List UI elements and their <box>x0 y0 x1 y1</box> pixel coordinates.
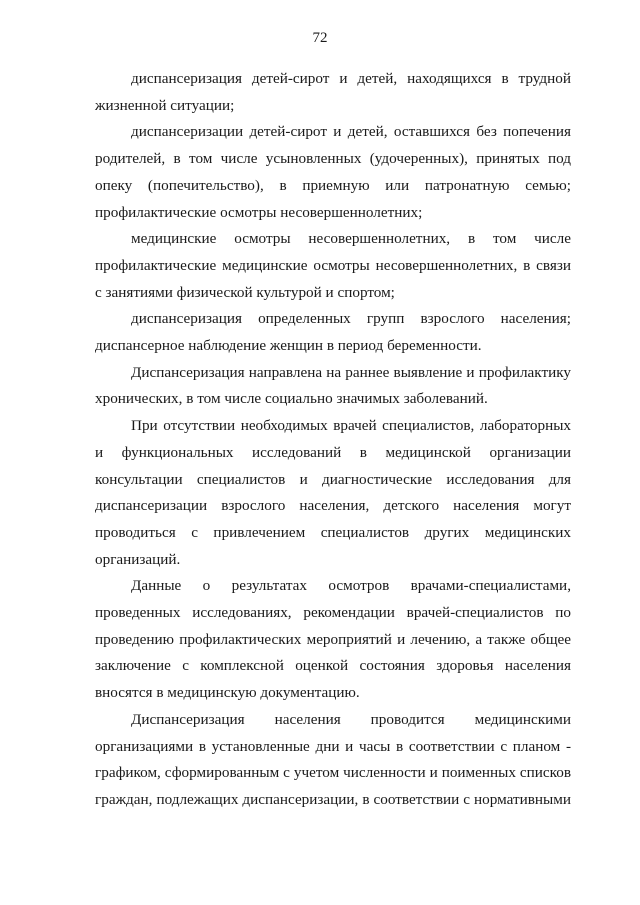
document-body <box>95 66 571 814</box>
paragraph-2: диспансеризации детей-сирот и детей, оставшихся без попечения родителей, в том числе усыновленных (удочеренных), принятых под опеку (попечительство), в приемную или патронатную семью; профилактические осмотры несовершеннолетних; <box>95 123 571 221</box>
paragraph-5: Диспансеризация направлена на раннее выявление и профилактику хронических, в том числе социально значимых заболеваний. <box>95 363 571 408</box>
paragraph-4: диспансеризация определенных групп взрослого населения; диспансерное наблюдение женщин в период беременности. <box>95 310 571 355</box>
paragraph-6: При отсутствии необходимых врачей специалистов, лабораторных и функциональных исследований в медицинской организации консультации специалистов и диагностические исследования для диспансеризации взрослого населения, детского населения могут проводиться с привлечением специалистов других медицинских организаций. <box>95 417 571 568</box>
paragraph-7: Данные о результатах осмотров врачами-специалистами, проведенных исследованиях, рекомендации врачей-специалистов по проведению профилактических мероприятий и лечению, а также общее заключение с комплексной оценкой состояния здоровья населения вносятся в медицинскую документацию. <box>95 577 571 702</box>
paragraph-8: Диспансеризация населения проводится медицинскими организациями в установленные дни и часы в соответствии с планом - графиком, сформированным с учетом численности и поименных списков граждан, подлежащих диспансеризации, в соответствии с нормативными <box>95 710 571 808</box>
page-number: 72 <box>312 30 328 46</box>
paragraph-3: медицинские осмотры несовершеннолетних, в том числе профилактические медицинские осмотры несовершеннолетних, в связи с занятиями физической культурой и спортом; <box>95 230 571 301</box>
paragraph-1: диспансеризация детей-сирот и детей, находящихся в трудной жизненной ситуации; <box>95 70 571 114</box>
